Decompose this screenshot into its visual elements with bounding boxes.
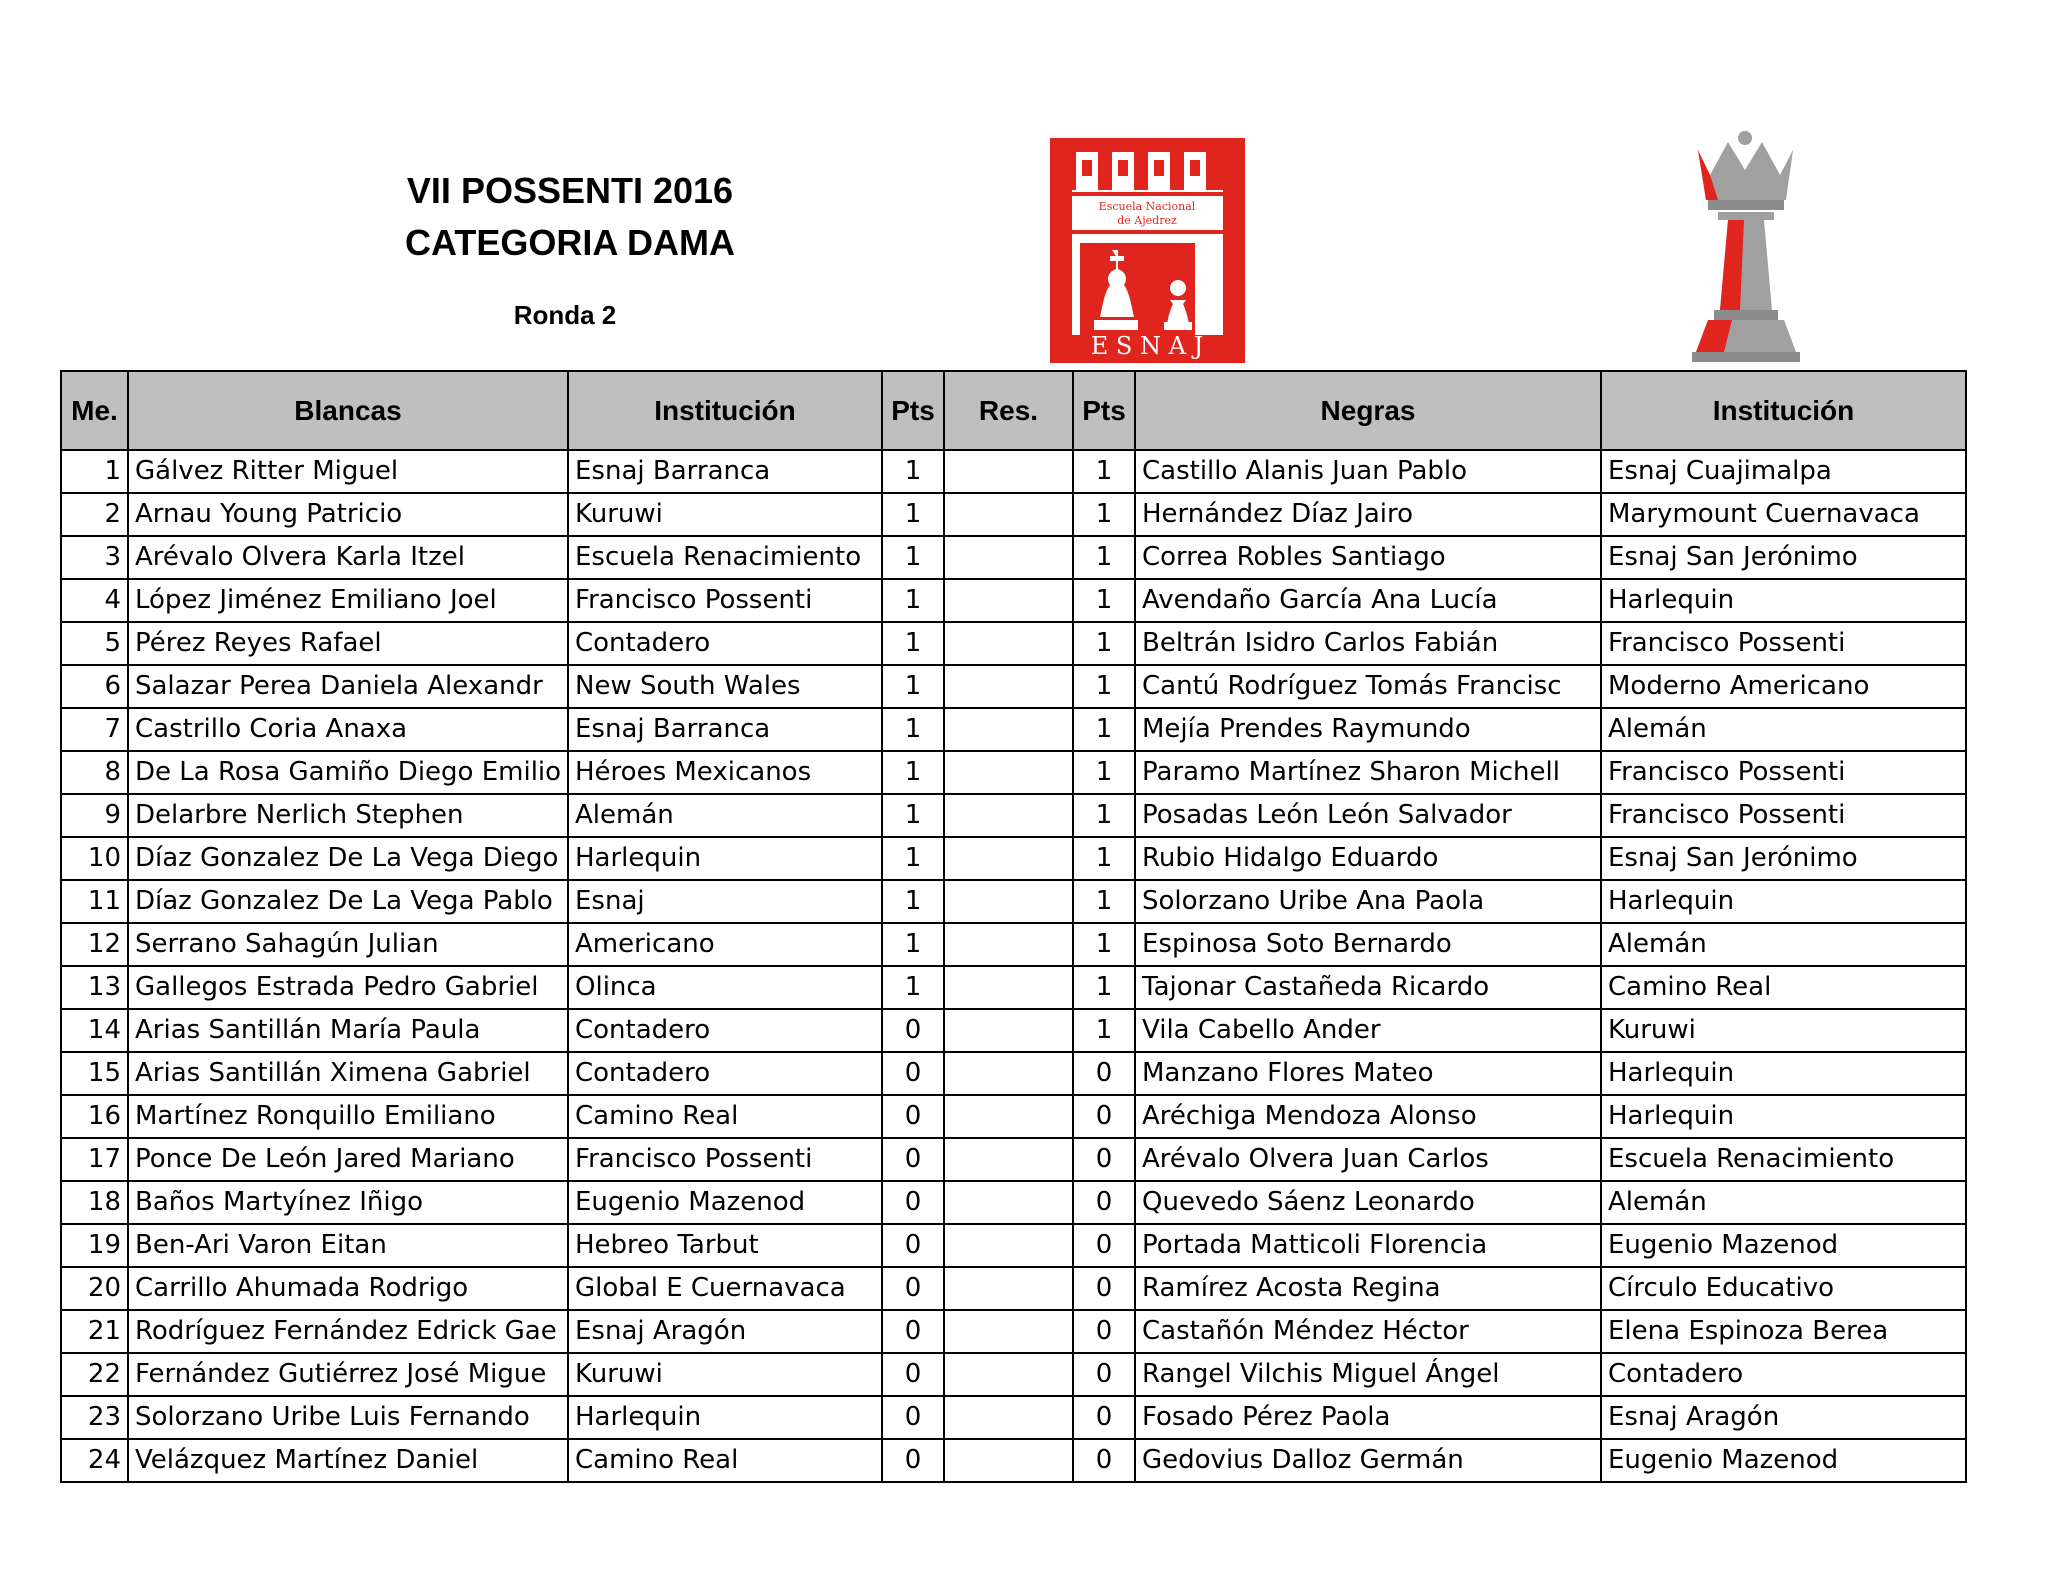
black-institution: Alemán bbox=[1601, 923, 1966, 966]
table-row bbox=[61, 536, 1966, 579]
black-institution: Harlequin bbox=[1601, 1052, 1966, 1095]
black-institution: Esnaj Cuajimalpa bbox=[1601, 450, 1966, 493]
table-row bbox=[61, 1353, 1966, 1396]
board-number: 15 bbox=[61, 1052, 128, 1095]
white-institution: Contadero bbox=[568, 622, 882, 665]
white-player: Castrillo Coria Anaxa bbox=[128, 708, 568, 751]
black-player: Cantú Rodríguez Tomás Francisc bbox=[1135, 665, 1601, 708]
black-player: Arévalo Olvera Juan Carlos bbox=[1135, 1138, 1601, 1181]
black-points: 1 bbox=[1073, 579, 1135, 622]
table-row bbox=[61, 1439, 1966, 1482]
table-row bbox=[61, 1267, 1966, 1310]
logo-line-2: de Ajedrez bbox=[1117, 214, 1177, 227]
pairings-table bbox=[60, 370, 1967, 1483]
table-row bbox=[61, 622, 1966, 665]
black-points: 0 bbox=[1073, 1138, 1135, 1181]
result-cell bbox=[944, 1267, 1073, 1310]
white-institution: Camino Real bbox=[568, 1439, 882, 1482]
board-number: 23 bbox=[61, 1396, 128, 1439]
white-player: Arias Santillán María Paula bbox=[128, 1009, 568, 1052]
board-number: 17 bbox=[61, 1138, 128, 1181]
black-points: 0 bbox=[1073, 1267, 1135, 1310]
white-points: 1 bbox=[882, 794, 944, 837]
result-cell bbox=[944, 1138, 1073, 1181]
table-row bbox=[61, 923, 1966, 966]
black-institution: Francisco Possenti bbox=[1601, 622, 1966, 665]
white-institution: Escuela Renacimiento bbox=[568, 536, 882, 579]
white-points: 0 bbox=[882, 1009, 944, 1052]
white-points: 0 bbox=[882, 1396, 944, 1439]
black-institution: Harlequin bbox=[1601, 1095, 1966, 1138]
result-cell bbox=[944, 923, 1073, 966]
table-row bbox=[61, 1310, 1966, 1353]
result-cell bbox=[944, 536, 1073, 579]
white-institution: Esnaj Aragón bbox=[568, 1310, 882, 1353]
white-institution: Hebreo Tarbut bbox=[568, 1224, 882, 1267]
white-institution: Harlequin bbox=[568, 837, 882, 880]
white-institution: Olinca bbox=[568, 966, 882, 1009]
board-number: 18 bbox=[61, 1181, 128, 1224]
document-title bbox=[360, 165, 780, 269]
black-player: Manzano Flores Mateo bbox=[1135, 1052, 1601, 1095]
board-number: 13 bbox=[61, 966, 128, 1009]
result-cell bbox=[944, 1396, 1073, 1439]
white-points: 1 bbox=[882, 665, 944, 708]
black-player: Aréchiga Mendoza Alonso bbox=[1135, 1095, 1601, 1138]
result-cell bbox=[944, 1224, 1073, 1267]
board-number: 9 bbox=[61, 794, 128, 837]
title-line-1: VII POSSENTI 2016 bbox=[406, 170, 734, 211]
white-points: 1 bbox=[882, 751, 944, 794]
board-number: 4 bbox=[61, 579, 128, 622]
black-points: 1 bbox=[1073, 794, 1135, 837]
black-player: Rubio Hidalgo Eduardo bbox=[1135, 837, 1601, 880]
white-player: Serrano Sahagún Julian bbox=[128, 923, 568, 966]
white-institution: Héroes Mexicanos bbox=[568, 751, 882, 794]
table-row bbox=[61, 708, 1966, 751]
black-institution: Eugenio Mazenod bbox=[1601, 1224, 1966, 1267]
black-institution: Marymount Cuernavaca bbox=[1601, 493, 1966, 536]
board-number: 14 bbox=[61, 1009, 128, 1052]
black-institution: Contadero bbox=[1601, 1353, 1966, 1396]
white-institution: Americano bbox=[568, 923, 882, 966]
white-points: 0 bbox=[882, 1095, 944, 1138]
black-points: 1 bbox=[1073, 450, 1135, 493]
black-points: 0 bbox=[1073, 1396, 1135, 1439]
white-player: De La Rosa Gamiño Diego Emilio bbox=[128, 751, 568, 794]
logo-name: E S N A J bbox=[1090, 332, 1204, 360]
black-player: Paramo Martínez Sharon Michell bbox=[1135, 751, 1601, 794]
white-player: Solorzano Uribe Luis Fernando bbox=[128, 1396, 568, 1439]
esnaj-logo bbox=[1050, 138, 1245, 363]
table-row bbox=[61, 1181, 1966, 1224]
black-points: 0 bbox=[1073, 1310, 1135, 1353]
white-points: 0 bbox=[882, 1439, 944, 1482]
result-cell bbox=[944, 1439, 1073, 1482]
black-points: 1 bbox=[1073, 751, 1135, 794]
black-institution: Francisco Possenti bbox=[1601, 751, 1966, 794]
table-row bbox=[61, 1138, 1966, 1181]
white-player: Arias Santillán Ximena Gabriel bbox=[128, 1052, 568, 1095]
table-row bbox=[61, 751, 1966, 794]
result-cell bbox=[944, 665, 1073, 708]
black-points: 1 bbox=[1073, 966, 1135, 1009]
white-points: 1 bbox=[882, 923, 944, 966]
board-number: 8 bbox=[61, 751, 128, 794]
black-institution: Esnaj San Jerónimo bbox=[1601, 837, 1966, 880]
black-institution: Elena Espinoza Berea bbox=[1601, 1310, 1966, 1353]
black-player: Hernández Díaz Jairo bbox=[1135, 493, 1601, 536]
black-player: Mejía Prendes Raymundo bbox=[1135, 708, 1601, 751]
black-player: Beltrán Isidro Carlos Fabián bbox=[1135, 622, 1601, 665]
table-row bbox=[61, 493, 1966, 536]
black-player: Espinosa Soto Bernardo bbox=[1135, 923, 1601, 966]
black-player: Rangel Vilchis Miguel Ángel bbox=[1135, 1353, 1601, 1396]
table-row bbox=[61, 450, 1966, 493]
black-player: Ramírez Acosta Regina bbox=[1135, 1267, 1601, 1310]
col-header-black-institution: Institución bbox=[1601, 371, 1966, 450]
black-points: 1 bbox=[1073, 1009, 1135, 1052]
black-points: 0 bbox=[1073, 1353, 1135, 1396]
board-number: 20 bbox=[61, 1267, 128, 1310]
black-points: 0 bbox=[1073, 1181, 1135, 1224]
white-points: 1 bbox=[882, 708, 944, 751]
black-points: 0 bbox=[1073, 1224, 1135, 1267]
white-institution: Esnaj Barranca bbox=[568, 450, 882, 493]
table-row bbox=[61, 794, 1966, 837]
black-institution: Alemán bbox=[1601, 708, 1966, 751]
black-institution: Esnaj Aragón bbox=[1601, 1396, 1966, 1439]
white-player: López Jiménez Emiliano Joel bbox=[128, 579, 568, 622]
col-header-white-pts: Pts bbox=[882, 371, 944, 450]
table-row bbox=[61, 1095, 1966, 1138]
white-player: Delarbre Nerlich Stephen bbox=[128, 794, 568, 837]
white-player: Arévalo Olvera Karla Itzel bbox=[128, 536, 568, 579]
white-player: Fernández Gutiérrez José Migue bbox=[128, 1353, 568, 1396]
board-number: 11 bbox=[61, 880, 128, 923]
board-number: 2 bbox=[61, 493, 128, 536]
black-player: Correa Robles Santiago bbox=[1135, 536, 1601, 579]
result-cell bbox=[944, 1181, 1073, 1224]
result-cell bbox=[944, 1353, 1073, 1396]
logo-line-1: Escuela Nacional bbox=[1098, 200, 1196, 213]
white-points: 0 bbox=[882, 1138, 944, 1181]
white-points: 1 bbox=[882, 450, 944, 493]
black-points: 0 bbox=[1073, 1052, 1135, 1095]
table-row bbox=[61, 1009, 1966, 1052]
table-row bbox=[61, 1052, 1966, 1095]
white-points: 0 bbox=[882, 1267, 944, 1310]
black-institution: Harlequin bbox=[1601, 579, 1966, 622]
table-row bbox=[61, 880, 1966, 923]
black-points: 0 bbox=[1073, 1439, 1135, 1482]
white-institution: Contadero bbox=[568, 1052, 882, 1095]
white-player: Díaz Gonzalez De La Vega Diego bbox=[128, 837, 568, 880]
result-cell bbox=[944, 837, 1073, 880]
white-player: Arnau Young Patricio bbox=[128, 493, 568, 536]
black-points: 1 bbox=[1073, 493, 1135, 536]
white-points: 1 bbox=[882, 493, 944, 536]
table-row bbox=[61, 1396, 1966, 1439]
white-points: 0 bbox=[882, 1224, 944, 1267]
white-player: Pérez Reyes Rafael bbox=[128, 622, 568, 665]
board-number: 7 bbox=[61, 708, 128, 751]
white-institution: Francisco Possenti bbox=[568, 579, 882, 622]
white-player: Carrillo Ahumada Rodrigo bbox=[128, 1267, 568, 1310]
col-header-me: Me. bbox=[61, 371, 128, 450]
table-row bbox=[61, 665, 1966, 708]
white-player: Ponce De León Jared Mariano bbox=[128, 1138, 568, 1181]
header-row bbox=[61, 371, 1966, 450]
white-points: 0 bbox=[882, 1181, 944, 1224]
black-player: Quevedo Sáenz Leonardo bbox=[1135, 1181, 1601, 1224]
black-player: Tajonar Castañeda Ricardo bbox=[1135, 966, 1601, 1009]
board-number: 22 bbox=[61, 1353, 128, 1396]
white-institution: Camino Real bbox=[568, 1095, 882, 1138]
col-header-white: Blancas bbox=[128, 371, 568, 450]
black-points: 1 bbox=[1073, 708, 1135, 751]
black-institution: Escuela Renacimiento bbox=[1601, 1138, 1966, 1181]
white-points: 1 bbox=[882, 579, 944, 622]
black-institution: Kuruwi bbox=[1601, 1009, 1966, 1052]
black-player: Gedovius Dalloz Germán bbox=[1135, 1439, 1601, 1482]
result-cell bbox=[944, 1095, 1073, 1138]
white-points: 1 bbox=[882, 622, 944, 665]
board-number: 19 bbox=[61, 1224, 128, 1267]
board-number: 6 bbox=[61, 665, 128, 708]
black-player: Castañón Méndez Héctor bbox=[1135, 1310, 1601, 1353]
black-institution: Círculo Educativo bbox=[1601, 1267, 1966, 1310]
col-header-black: Negras bbox=[1135, 371, 1601, 450]
result-cell bbox=[944, 1052, 1073, 1095]
board-number: 21 bbox=[61, 1310, 128, 1353]
white-player: Ben-Ari Varon Eitan bbox=[128, 1224, 568, 1267]
table-row bbox=[61, 1224, 1966, 1267]
white-player: Baños Martyínez Iñigo bbox=[128, 1181, 568, 1224]
white-institution: Harlequin bbox=[568, 1396, 882, 1439]
white-player: Gálvez Ritter Miguel bbox=[128, 450, 568, 493]
black-player: Fosado Pérez Paola bbox=[1135, 1396, 1601, 1439]
table-row bbox=[61, 579, 1966, 622]
result-cell bbox=[944, 1009, 1073, 1052]
white-points: 1 bbox=[882, 536, 944, 579]
result-cell bbox=[944, 794, 1073, 837]
result-cell bbox=[944, 450, 1073, 493]
black-player: Posadas León León Salvador bbox=[1135, 794, 1601, 837]
white-player: Gallegos Estrada Pedro Gabriel bbox=[128, 966, 568, 1009]
white-institution: Kuruwi bbox=[568, 1353, 882, 1396]
black-points: 1 bbox=[1073, 665, 1135, 708]
board-number: 16 bbox=[61, 1095, 128, 1138]
black-player: Solorzano Uribe Ana Paola bbox=[1135, 880, 1601, 923]
black-points: 1 bbox=[1073, 622, 1135, 665]
white-player: Martínez Ronquillo Emiliano bbox=[128, 1095, 568, 1138]
white-institution: Esnaj bbox=[568, 880, 882, 923]
white-points: 1 bbox=[882, 880, 944, 923]
white-institution: New South Wales bbox=[568, 665, 882, 708]
black-points: 1 bbox=[1073, 923, 1135, 966]
board-number: 24 bbox=[61, 1439, 128, 1482]
white-player: Díaz Gonzalez De La Vega Pablo bbox=[128, 880, 568, 923]
white-institution: Esnaj Barranca bbox=[568, 708, 882, 751]
chess-queen-trophy-icon bbox=[1688, 130, 1803, 365]
col-header-white-institution: Institución bbox=[568, 371, 882, 450]
result-cell bbox=[944, 579, 1073, 622]
white-institution: Francisco Possenti bbox=[568, 1138, 882, 1181]
white-institution: Contadero bbox=[568, 1009, 882, 1052]
table-row bbox=[61, 966, 1966, 1009]
col-header-black-pts: Pts bbox=[1073, 371, 1135, 450]
round-label: Ronda 2 bbox=[513, 300, 617, 330]
result-cell bbox=[944, 1310, 1073, 1353]
black-institution: Esnaj San Jerónimo bbox=[1601, 536, 1966, 579]
result-cell bbox=[944, 493, 1073, 536]
white-points: 0 bbox=[882, 1353, 944, 1396]
white-points: 0 bbox=[882, 1310, 944, 1353]
black-institution: Alemán bbox=[1601, 1181, 1966, 1224]
white-points: 1 bbox=[882, 966, 944, 1009]
result-cell bbox=[944, 708, 1073, 751]
black-institution: Harlequin bbox=[1601, 880, 1966, 923]
white-institution: Kuruwi bbox=[568, 493, 882, 536]
board-number: 1 bbox=[61, 450, 128, 493]
result-cell bbox=[944, 751, 1073, 794]
white-player: Rodríguez Fernández Edrick Gae bbox=[128, 1310, 568, 1353]
black-points: 1 bbox=[1073, 536, 1135, 579]
white-points: 1 bbox=[882, 837, 944, 880]
black-institution: Francisco Possenti bbox=[1601, 794, 1966, 837]
col-header-result: Res. bbox=[944, 371, 1073, 450]
board-number: 5 bbox=[61, 622, 128, 665]
result-cell bbox=[944, 880, 1073, 923]
table-row bbox=[61, 837, 1966, 880]
white-player: Salazar Perea Daniela Alexandr bbox=[128, 665, 568, 708]
black-points: 0 bbox=[1073, 1095, 1135, 1138]
board-number: 12 bbox=[61, 923, 128, 966]
black-player: Vila Cabello Ander bbox=[1135, 1009, 1601, 1052]
black-player: Castillo Alanis Juan Pablo bbox=[1135, 450, 1601, 493]
result-cell bbox=[944, 622, 1073, 665]
black-points: 1 bbox=[1073, 837, 1135, 880]
black-institution: Eugenio Mazenod bbox=[1601, 1439, 1966, 1482]
black-player: Portada Matticoli Florencia bbox=[1135, 1224, 1601, 1267]
white-points: 0 bbox=[882, 1052, 944, 1095]
white-institution: Eugenio Mazenod bbox=[568, 1181, 882, 1224]
board-number: 10 bbox=[61, 837, 128, 880]
result-cell bbox=[944, 966, 1073, 1009]
black-player: Avendaño García Ana Lucía bbox=[1135, 579, 1601, 622]
white-institution: Global E Cuernavaca bbox=[568, 1267, 882, 1310]
black-points: 1 bbox=[1073, 880, 1135, 923]
white-institution: Alemán bbox=[568, 794, 882, 837]
board-number: 3 bbox=[61, 536, 128, 579]
white-player: Velázquez Martínez Daniel bbox=[128, 1439, 568, 1482]
title-line-2: CATEGORIA DAMA bbox=[405, 222, 735, 263]
black-institution: Moderno Americano bbox=[1601, 665, 1966, 708]
black-institution: Camino Real bbox=[1601, 966, 1966, 1009]
